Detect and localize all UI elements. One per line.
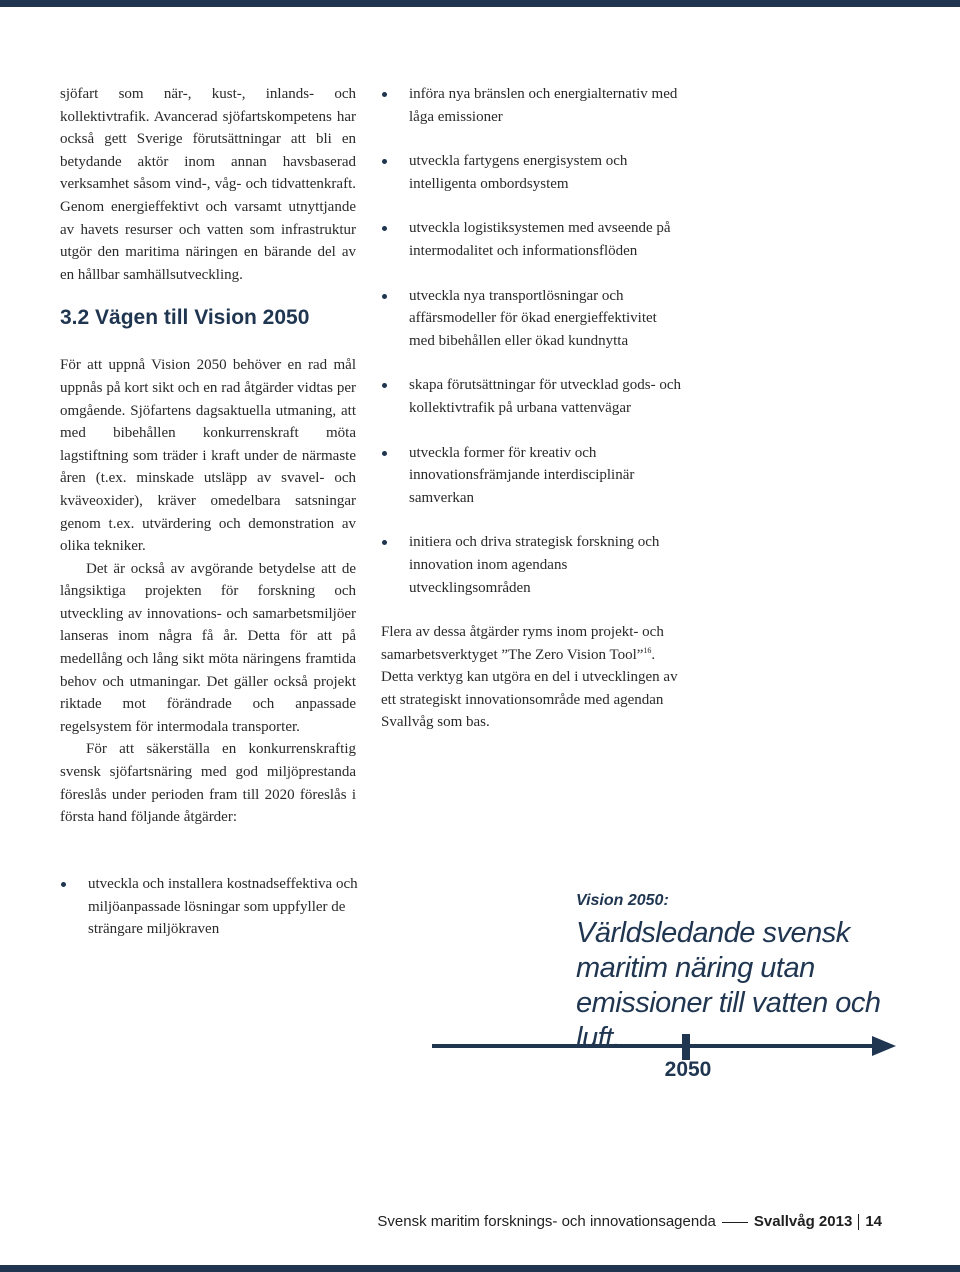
page-footer <box>377 1213 882 1230</box>
vision-statement: Världsledande svensk maritim näring utan emissioner till vatten och luft. <box>576 917 881 1054</box>
bullet-icon <box>382 226 387 231</box>
list-item <box>381 83 681 128</box>
footer-publication: Svallvåg 2013 <box>753 1213 853 1230</box>
bullet-icon <box>382 159 387 164</box>
list-item-text: införa nya bränslen och energialternativ med låga emissioner <box>409 86 678 125</box>
list-item-text: utveckla och installera kostnadseffektiva och miljöanpassade lösningar som uppfyller de strängare miljökraven <box>88 876 358 938</box>
list-item <box>381 374 681 419</box>
list-item-text: initiera och driva strategisk forskning och innovation inom agendans utvecklingsområden <box>409 534 660 596</box>
bullet-icon <box>61 882 66 887</box>
bullet-icon <box>382 383 387 388</box>
list-item <box>381 285 681 353</box>
list-item-text: utveckla logistiksystemen med avseende på intermodalitet och informationsflöden <box>409 220 671 259</box>
list-item <box>381 442 681 510</box>
bullet-icon <box>382 92 387 97</box>
list-item <box>60 873 360 941</box>
list-item <box>381 150 681 195</box>
left-bullet-list <box>60 873 360 941</box>
top-border-bar <box>0 0 960 7</box>
bullet-icon <box>382 451 387 456</box>
intro-paragraph: sjöfart som när-, kust-, inlands- och kollektivtrafik. Avancerad sjöfartskompetens har också gett Sverige förutsättningar att bli en betydande aktör inom annan havsbaserad verksamhet såsom vind-, våg- och tidvattenkraft. Genom energieffektivt och varsamt utnyttjande av havets resurser och vatten som infrastruktur utgör den maritima näringen en bärande del av en hållbar samhällsutveckling. <box>60 86 356 283</box>
footer-divider <box>858 1214 859 1230</box>
body-paragraph-3: För att säkerställa en konkurrenskraftig svensk sjöfartsnäring med god miljöprestanda föreslås under perioden fram till 2020 föreslås i första hand följande åtgärder: <box>60 741 356 826</box>
body-paragraph-1: För att uppnå Vision 2050 behöver en rad mål uppnås på kort sikt och en rad åtgärder vidtas per omgående. Sjöfartens dagsaktuella utmaning, att med bibehållen konkurrenskraft möta lagstiftning som träder i kraft under de närmaste åren (t.ex. minskade utsläpp av svavel- och kväveoxider), kräver omedelbara satsningar genom t.ex. utvärdering och demonstration av olika tekniker. <box>60 357 356 555</box>
section-heading: 3.2 Vägen till Vision 2050 <box>60 306 310 330</box>
right-column <box>381 83 681 734</box>
list-item-text: skapa förutsättningar för utvecklad gods- och kollektivtrafik på urbana vattenvägar <box>409 377 681 416</box>
arrowhead-icon <box>872 1036 896 1056</box>
closing-text-end: . Detta verktyg kan utgöra en del i utvecklingen av ett strategiskt innovationsområde med agendan Svallvåg som bas. <box>381 646 678 731</box>
bullet-icon <box>382 294 387 299</box>
vision-callout <box>576 890 896 1056</box>
page-number: 14 <box>865 1213 882 1230</box>
bullet-icon <box>382 540 387 545</box>
list-item-text: utveckla former för kreativ och innovationsfrämjande interdisciplinär samverkan <box>409 444 635 506</box>
list-item-text: utveckla nya transportlösningar och affärsmodeller för ökad energieffektivitet med bibehållen eller ökad kundnytta <box>409 287 657 349</box>
footer-dash <box>722 1222 748 1223</box>
bottom-border-bar <box>0 1265 960 1272</box>
list-item-text: utveckla fartygens energisystem och intelligenta ombordsystem <box>409 153 628 192</box>
list-item <box>381 531 681 599</box>
footnote-ref: 16 <box>643 645 652 655</box>
timeline-year: 2050 <box>664 1058 712 1081</box>
vision-label: Vision 2050: <box>576 892 669 909</box>
footer-title: Svensk maritim forsknings- och innovationsagenda <box>377 1213 716 1230</box>
body-paragraph-2: Det är också av avgörande betydelse att de långsiktiga projekten för forskning och utveckling av innovations- och samarbetsmiljöer lanseras inom några få år. Detta för att på medellång och lång sikt möta näringens framtida behov och utmaningar. Det gäller också projekt riktade mot förändrade och anpassade regelsystem för intermodala transporter. <box>60 560 356 735</box>
closing-text-start: Flera av dessa åtgärder ryms inom projekt- och samarbetsverktyget ”The Zero Vision Tool” <box>381 624 664 663</box>
list-item <box>381 217 681 262</box>
left-column <box>60 83 356 829</box>
right-bullet-list <box>381 83 681 599</box>
timeline-marker <box>682 1034 690 1060</box>
closing-paragraph <box>381 621 681 734</box>
